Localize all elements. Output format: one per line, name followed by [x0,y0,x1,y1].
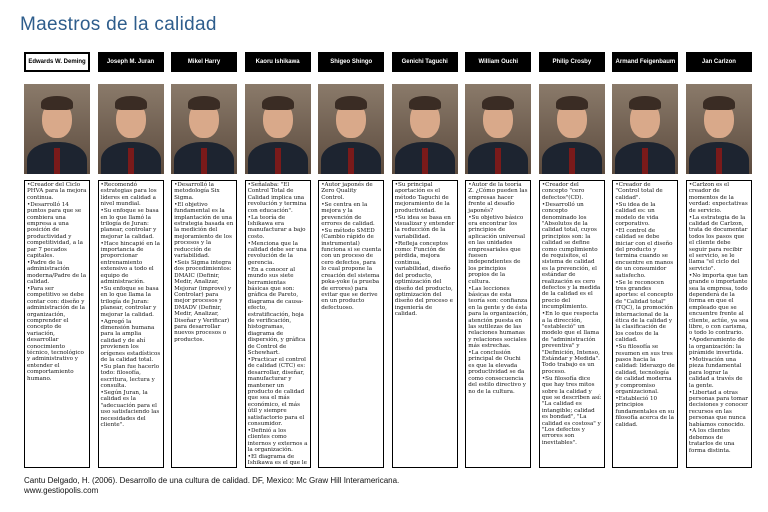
description-bullet: •Autor de la teoría Z. ¿Cómo pueden las empresas hacer frente al desafío japonés? [468,182,528,214]
citation-url: www.gestiopolis.com [24,486,99,495]
master-portrait [392,84,458,174]
description-bullet: •La conclusión principal de Ouchi es que la elevada productividad se da como consecuencia del estilo directivo y no de la cultura. [468,350,526,395]
description-bullet: •Su filosofía dice que hay tres mitos sobre la calidad y que se describen así: "La calidad es intangible; calidad es bondad", "La calidad es costosa" y "Los defectos y errores son inevitables". [541,375,602,446]
description-bullet: •Definió a los clientes como internos y externos a la organización. [247,427,308,454]
master-portrait [98,84,164,174]
description-bullet: •Apoderamiento de la organización: la pirámide invertida. [688,337,745,357]
description-bullet: •Creador del Ciclo PHVA para la mejora continua. [27,182,87,201]
master-portrait [539,84,605,174]
description-bullet: •Agregó la dimensión humana para la amplia calidad y de ahí provienen los orígenes estadísticos de la calidad total. [100,318,161,363]
description-bullet: •Seis Sigma integra dos procedimientos: DMAIC (Definir, Medir, Analizar, Mejorar (improve) y Controlar) para mejor procesos y DMADV (Definir, Medir, Analizar, Diseñar y Verificar) para desarrollar nuevos procesos o productos. [174,259,232,343]
description-bullet: •Autor japonés de Zero Quality Control. [321,182,373,201]
master-column [465,52,531,468]
master-portrait [245,84,311,174]
master-description [392,180,458,468]
description-bullet: •Su plan fue hacerlo todo: filosofía, escritura, lectura y consulta. [100,363,160,390]
description-bullet: •Desarrolló un concepto denominado los "Absolutos de la calidad total, cuyos principios son: la calidad se define como cumplimiento de requisitos, el sistema de calidad es la prevención, el estándar de realización es cero defectos y la medida de la calidad es el precio del incumplimiento. [541,201,601,311]
master-description [98,180,164,468]
description-bullet: •Refleja conceptos como: Función de pérdida, mejora continua, variabilidad, diseño del producto, optimización del diseño del producto, optimización del diseño del proceso e ingeniería de calidad. [394,240,453,318]
master-column [171,52,237,468]
description-bullet: •Su idea de la calidad es: un modelo de vida corporativo. [615,201,659,227]
master-column [24,52,90,468]
description-bullet: •Recomendó estrategias para los líderes en calidad a nivel mundial. [100,182,157,208]
master-portrait [612,84,678,174]
description-bullet: •Libertad a otras personas para tomar decisiones y conocer recursos en las personas que nunca habíamos conocido. [688,389,748,428]
description-bullet: •La estrategia de la calidad de Carlzon, trata de documentar todos los pasos que el cliente debe seguir para recibir el servicio, se le llama "el ciclo del servicio". [688,214,748,272]
description-bullet: •Creador de "Control total de calidad". [615,182,663,201]
master-description [318,180,384,468]
master-portrait [686,84,752,174]
master-name: Armand Feigenbaum [612,52,678,72]
description-bullet: •Según Juran, la calidad es la "adecuación para el uso satisfaciendo las necesidades del cliente". [100,390,160,429]
master-column [612,52,678,468]
description-bullet: •Creador del concepto "cero defectos"(CD). [541,182,585,201]
master-description [24,180,90,468]
description-bullet: •Motivación una pieza fundamental para lograr la calidad a través de la gente. [688,356,743,389]
master-portrait [465,84,531,174]
master-name: Kaoru Ishikawa [245,52,311,72]
master-description [171,180,237,468]
master-column [686,52,752,468]
masters-grid [24,52,752,468]
master-column [318,52,384,468]
master-column [539,52,605,468]
master-name: Philip Crosby [539,52,605,72]
description-bullet: •Señalaba: "El Control Total de Calidad implica una revolución y termina con educación". [247,182,307,214]
master-name: Genichi Taguchi [392,52,458,72]
master-portrait [171,84,237,174]
master-portrait [318,84,384,174]
master-description [245,180,311,468]
master-name: William Ouchi [465,52,531,72]
description-bullet: •Las lecciones básicas de esta teoría son: confianza en la gente y de ésta para la organización, atención puesta en las sutilezas de las relaciones humanas y relaciones sociales más estrechas. [468,285,529,350]
master-column [245,52,311,468]
master-description [686,180,752,468]
description-bullet: •En lo que respecta a la dirección, "estableció" un modelo que el llama de "administración preventiva" y "Definición, Intenso, Estándar y Medida". Todo trabajo es un proceso. [541,311,600,375]
description-bullet: •En a conocer al mundo sus siete herramientas básicas que son: gráfica de Pareto, diagrama de causa-efecto, estratificación, hoja de verificación, histogramas, diagrama de dispersión, y gráfica de Control de Schewhart. [247,266,306,357]
master-description [539,180,605,468]
description-bullet: •Se centra en la mejora y la prevención de errores de calidad. [321,201,375,227]
description-bullet: •Se le reconocen tres grandes aportes: el concepto de "Calidad total"(TQC), la promoción internacional de la ética de la calidad y la clasificación de los costos de la calidad. [615,279,674,344]
description-bullet: •El diagrama de Ishikawa es el que le [247,454,307,467]
master-name: Edwards W. Deming [24,52,90,72]
description-bullet: •Su enfoque se basa en lo que llama la trilogía de Juran: planear, controlar y mejorar la calidad. [100,286,159,318]
description-bullet: •Menciona que la calidad debe ser una revolución de la gerencia. [247,240,307,266]
description-bullet: •Desarrolló la metodología Six Sigma. [174,182,220,201]
master-column [392,52,458,468]
description-bullet: •Su enfoque se basa en lo que llamó la trilogía de Juran: planear, controlar y mejorar la calidad. [100,208,159,240]
description-bullet: •Estableció 10 principios fundamentales en su filosofía acerca de la calidad. [615,395,675,428]
description-bullet: •No importa que tan grande o importante sea la empresa, todo dependerá de la forma en que el empleado que se encuentre frente al cliente, actúe, ya sea libre, o con carisma, o todo lo contrario. [688,272,749,337]
description-bullet: •Su filosofía se resumen en sus tres pasos hacia la calidad: liderazgo de calidad, tecnología de calidad moderna y compromiso organizacional. [615,344,675,395]
description-bullet: •Desarrolló 14 puntos para que se combiera una empresa a una posición de productividad y competitividad, a la par 7 pecados capitales. [27,201,84,259]
description-bullet: •Hace hincapié en la importancia de proporcionar entrenamiento extensivo a todo el equipo de administración. [100,240,161,286]
description-bullet: •Su idea se basa en visualizar y entender la reducción de la variabilidad. [394,214,455,240]
description-bullet: •Su principal aportación es el método Taguchi de mejoramiento de la productividad. [394,182,450,214]
master-portrait [24,84,90,174]
description-bullet: •El control de calidad se debe iniciar con el diseño del producto y termina cuando se encuentre en manos de un consumidor satisfecho. [615,227,674,279]
master-column [98,52,164,468]
description-bullet: •La teoría de Ishikawa era manufacturar a bajo costo. [247,214,306,240]
description-bullet: •Su método SMED (Cambio rápido de instrumental) funciona si se cuenta con un proceso de cero defectos, para lo cual propone la creación del sistema poka-yoke (a prueba de errores) para evitar que se derive en un producto defectuoso. [321,227,382,311]
master-name: Jan Carlzon [686,52,752,72]
master-name: Joseph M. Juran [98,52,164,72]
description-bullet: •Padre de la administración moderna/Padre de la calidad. [27,259,87,286]
description-bullet: •Practicar el control de calidad (CTC) es: desarrollar, diseñar, manufacturar y mantener un producto de calidad que sea el más económico, el más útil y siempre satisfactorio para el consumidor. [247,356,306,428]
description-bullet: •El objetivo fundamental es la implantación de una estrategia basada en la medición del mejoramiento de los procesos y la reducción de variabilidad. [174,201,234,259]
master-name: Mikel Harry [171,52,237,72]
master-name: Shigeo Shingo [318,52,384,72]
page-title: Maestros de la calidad [20,14,217,35]
citation: Cantu Delgado, H. (2006). Desarrollo de una cultura de calidad. DF, Mexico: Mc Graw Hill Interamericana. [24,476,400,485]
description-bullet: •A los clientes debemos de tratarlos de una forma distinta. [688,428,735,454]
master-description [465,180,531,468]
description-bullet: •Para ser competitivo se debe contar con: diseño y administración de la organización, comprender el concepto de variación, desarrollar conocimiento técnico, tecnológico y administrativo y entender el comportamiento humano. [27,286,85,382]
description-bullet: •Carlzon es el creador de momentos de la verdad: expectativas de servicio. [688,182,748,214]
description-bullet: •Su objetivo básico era encontrar los principios de aplicación universal en las unidades empresariales que fuesen independientes de los principios propios de la cultura. [468,214,526,285]
master-description [612,180,678,468]
